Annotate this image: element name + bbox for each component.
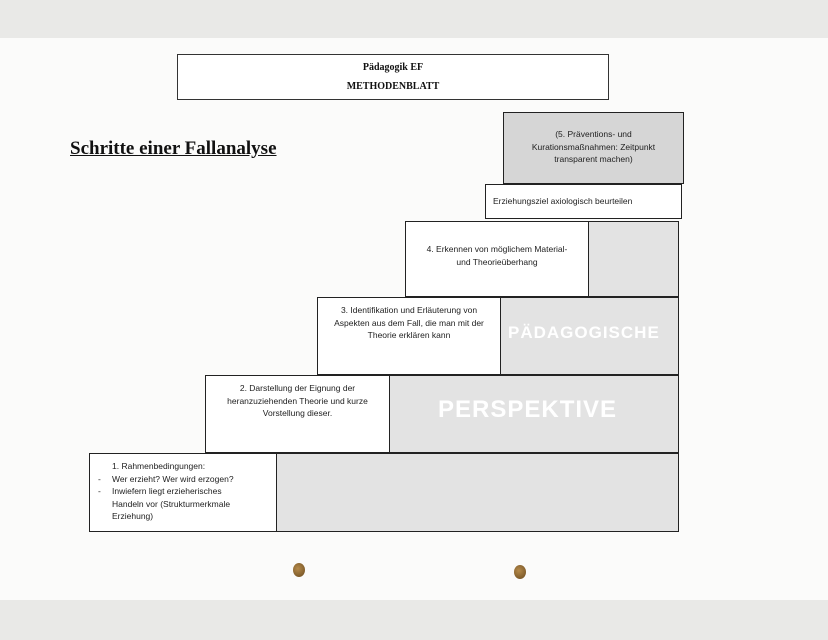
- step-1-bullet-1-text: Wer erzieht? Wer wird erzogen?: [112, 473, 234, 484]
- bullet-marker: -: [98, 486, 101, 496]
- step-4-line1: 4. Erkennen von möglichem Material-: [426, 244, 568, 254]
- gray-block-row1: [276, 453, 679, 532]
- subject-label: Pädagogik EF: [362, 62, 424, 73]
- bullet-marker: -: [98, 473, 101, 484]
- goal-box: [485, 184, 682, 219]
- step-5-line3: transparent machen): [554, 154, 633, 164]
- gray-block-row4: [588, 221, 679, 297]
- page-title: Schritte einer Fallanalyse: [70, 138, 277, 159]
- step-2-line1: 2. Darstellung der Eignung der: [239, 383, 356, 393]
- step-4-line2: und Theorieüberhang: [456, 256, 538, 267]
- step-3-line3: Theorie erklären kann: [367, 330, 451, 340]
- step-2-line2: heranzuziehenden Theorie und kurze: [227, 395, 368, 406]
- step-3-line1: 3. Identifikation und Erläuterung von: [340, 305, 478, 315]
- watermark-paedagogische: PÄDAGOGISCHE: [508, 323, 660, 342]
- step-5-line2: Kurationsmaßnahmen: Zeitpunkt: [531, 141, 656, 152]
- step-1-bullet-1: [98, 473, 268, 486]
- step-1-box: [89, 453, 277, 532]
- step-1-bullet-2-line3: Erziehung): [112, 511, 154, 521]
- step-5-box: [503, 112, 684, 184]
- watermark-perspektive: PERSPEKTIVE: [438, 396, 618, 423]
- step-3-box: [317, 297, 501, 375]
- step-1-bullet-2: [98, 485, 268, 498]
- step-4-box: [405, 221, 589, 297]
- step-1-bullet-2-line2: Handeln vor (Strukturmerkmale: [112, 498, 231, 509]
- header-box: [177, 54, 609, 100]
- sheet-type-label: METHODENBLATT: [346, 81, 440, 92]
- step-2-box: [205, 375, 390, 453]
- step-1-heading: 1. Rahmenbedingungen:: [112, 461, 206, 471]
- step-2-line3: Vorstellung dieser.: [262, 408, 333, 418]
- goal-text: Erziehungsziel axiologisch beurteilen: [493, 196, 633, 206]
- step-3-line2: Aspekten aus dem Fall, die man mit der: [334, 317, 484, 328]
- punch-hole-left: [293, 563, 305, 577]
- step-5-line1: (5. Präventions- und: [555, 129, 632, 139]
- step-1-bullet-2-line1: Inwiefern liegt erzieherisches: [112, 486, 222, 496]
- punch-hole-right: [514, 565, 526, 579]
